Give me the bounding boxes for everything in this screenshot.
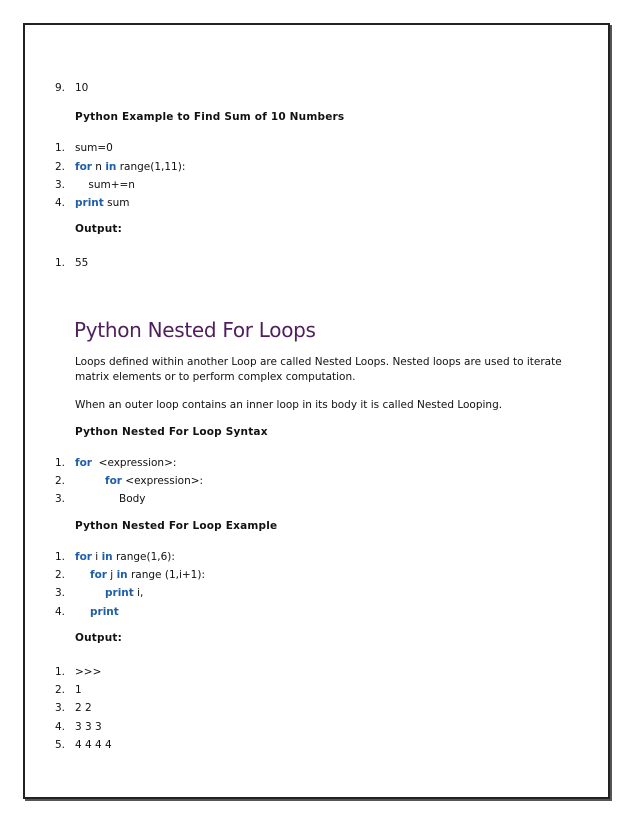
code-text: i xyxy=(91,551,102,563)
line-number: 3. xyxy=(55,702,66,714)
output-line: 1 xyxy=(75,684,82,696)
code-text: sum xyxy=(103,197,130,209)
line-number: 1. xyxy=(55,551,66,563)
line-number: 3. xyxy=(55,179,66,191)
output-line: 55 xyxy=(75,257,89,269)
line-number: 2. xyxy=(55,475,66,487)
line-number: 1. xyxy=(55,142,66,154)
code-line xyxy=(75,160,185,174)
keyword: for xyxy=(75,161,92,173)
line-number: 4. xyxy=(55,606,66,618)
code-text: <expression>: xyxy=(91,457,177,469)
code-text: <expression>: xyxy=(121,475,204,487)
output-line: >>> xyxy=(75,666,102,678)
keyword: for xyxy=(75,551,92,563)
line-number: 1. xyxy=(55,257,66,269)
example-title: Python Nested For Loop Example xyxy=(75,520,278,532)
output-line: 3 3 3 xyxy=(75,721,102,733)
example-title: Python Example to Find Sum of 10 Numbers xyxy=(75,111,345,123)
line-number: 1. xyxy=(55,666,66,678)
paragraph: When an outer loop contains an inner loop in its body it is called Nested Looping. xyxy=(75,399,503,411)
code-line xyxy=(105,586,143,600)
code-line xyxy=(75,456,176,470)
code-text: j xyxy=(106,569,117,581)
line-number: 4. xyxy=(55,197,66,209)
code-line: 10 xyxy=(75,82,89,94)
keyword: print xyxy=(75,197,104,209)
line-number: 5. xyxy=(55,739,66,751)
section-heading: Python Nested For Loops xyxy=(74,318,316,342)
line-number: 2. xyxy=(55,569,66,581)
keyword: in xyxy=(101,551,113,563)
line-number: 2. xyxy=(55,684,66,696)
code-line: Body xyxy=(119,493,146,505)
output-line: 4 4 4 4 xyxy=(75,739,112,751)
line-number: 2. xyxy=(55,161,66,173)
keyword: for xyxy=(105,475,122,487)
keyword: in xyxy=(116,569,128,581)
line-number: 1. xyxy=(55,457,66,469)
line-number: 9. xyxy=(55,82,66,94)
line-number: 3. xyxy=(55,587,66,599)
code-line xyxy=(90,605,119,619)
output-label: Output: xyxy=(75,632,123,644)
keyword: print xyxy=(90,606,119,618)
paragraph: Loops defined within another Loop are called Nested Loops. Nested loops are used to iterate matrix elements or to perform complex computation. xyxy=(75,356,562,383)
keyword: for xyxy=(90,569,107,581)
output-label: Output: xyxy=(75,223,123,235)
output-line: 2 2 xyxy=(75,702,92,714)
code-text: range (1,i+1): xyxy=(127,569,205,581)
line-number: 4. xyxy=(55,721,66,733)
code-text: range(1,11): xyxy=(116,161,186,173)
keyword: for xyxy=(75,457,92,469)
code-line xyxy=(105,474,203,488)
code-line xyxy=(75,550,175,564)
syntax-title: Python Nested For Loop Syntax xyxy=(75,426,268,438)
code-line xyxy=(90,568,205,582)
code-line xyxy=(75,196,130,210)
code-text: n xyxy=(91,161,106,173)
code-line: sum+=n xyxy=(75,179,135,191)
code-text: range(1,6): xyxy=(112,551,175,563)
line-number: 3. xyxy=(55,493,66,505)
keyword: print xyxy=(105,587,134,599)
code-text: i, xyxy=(133,587,144,599)
keyword: in xyxy=(105,161,117,173)
code-line: sum=0 xyxy=(75,142,113,154)
